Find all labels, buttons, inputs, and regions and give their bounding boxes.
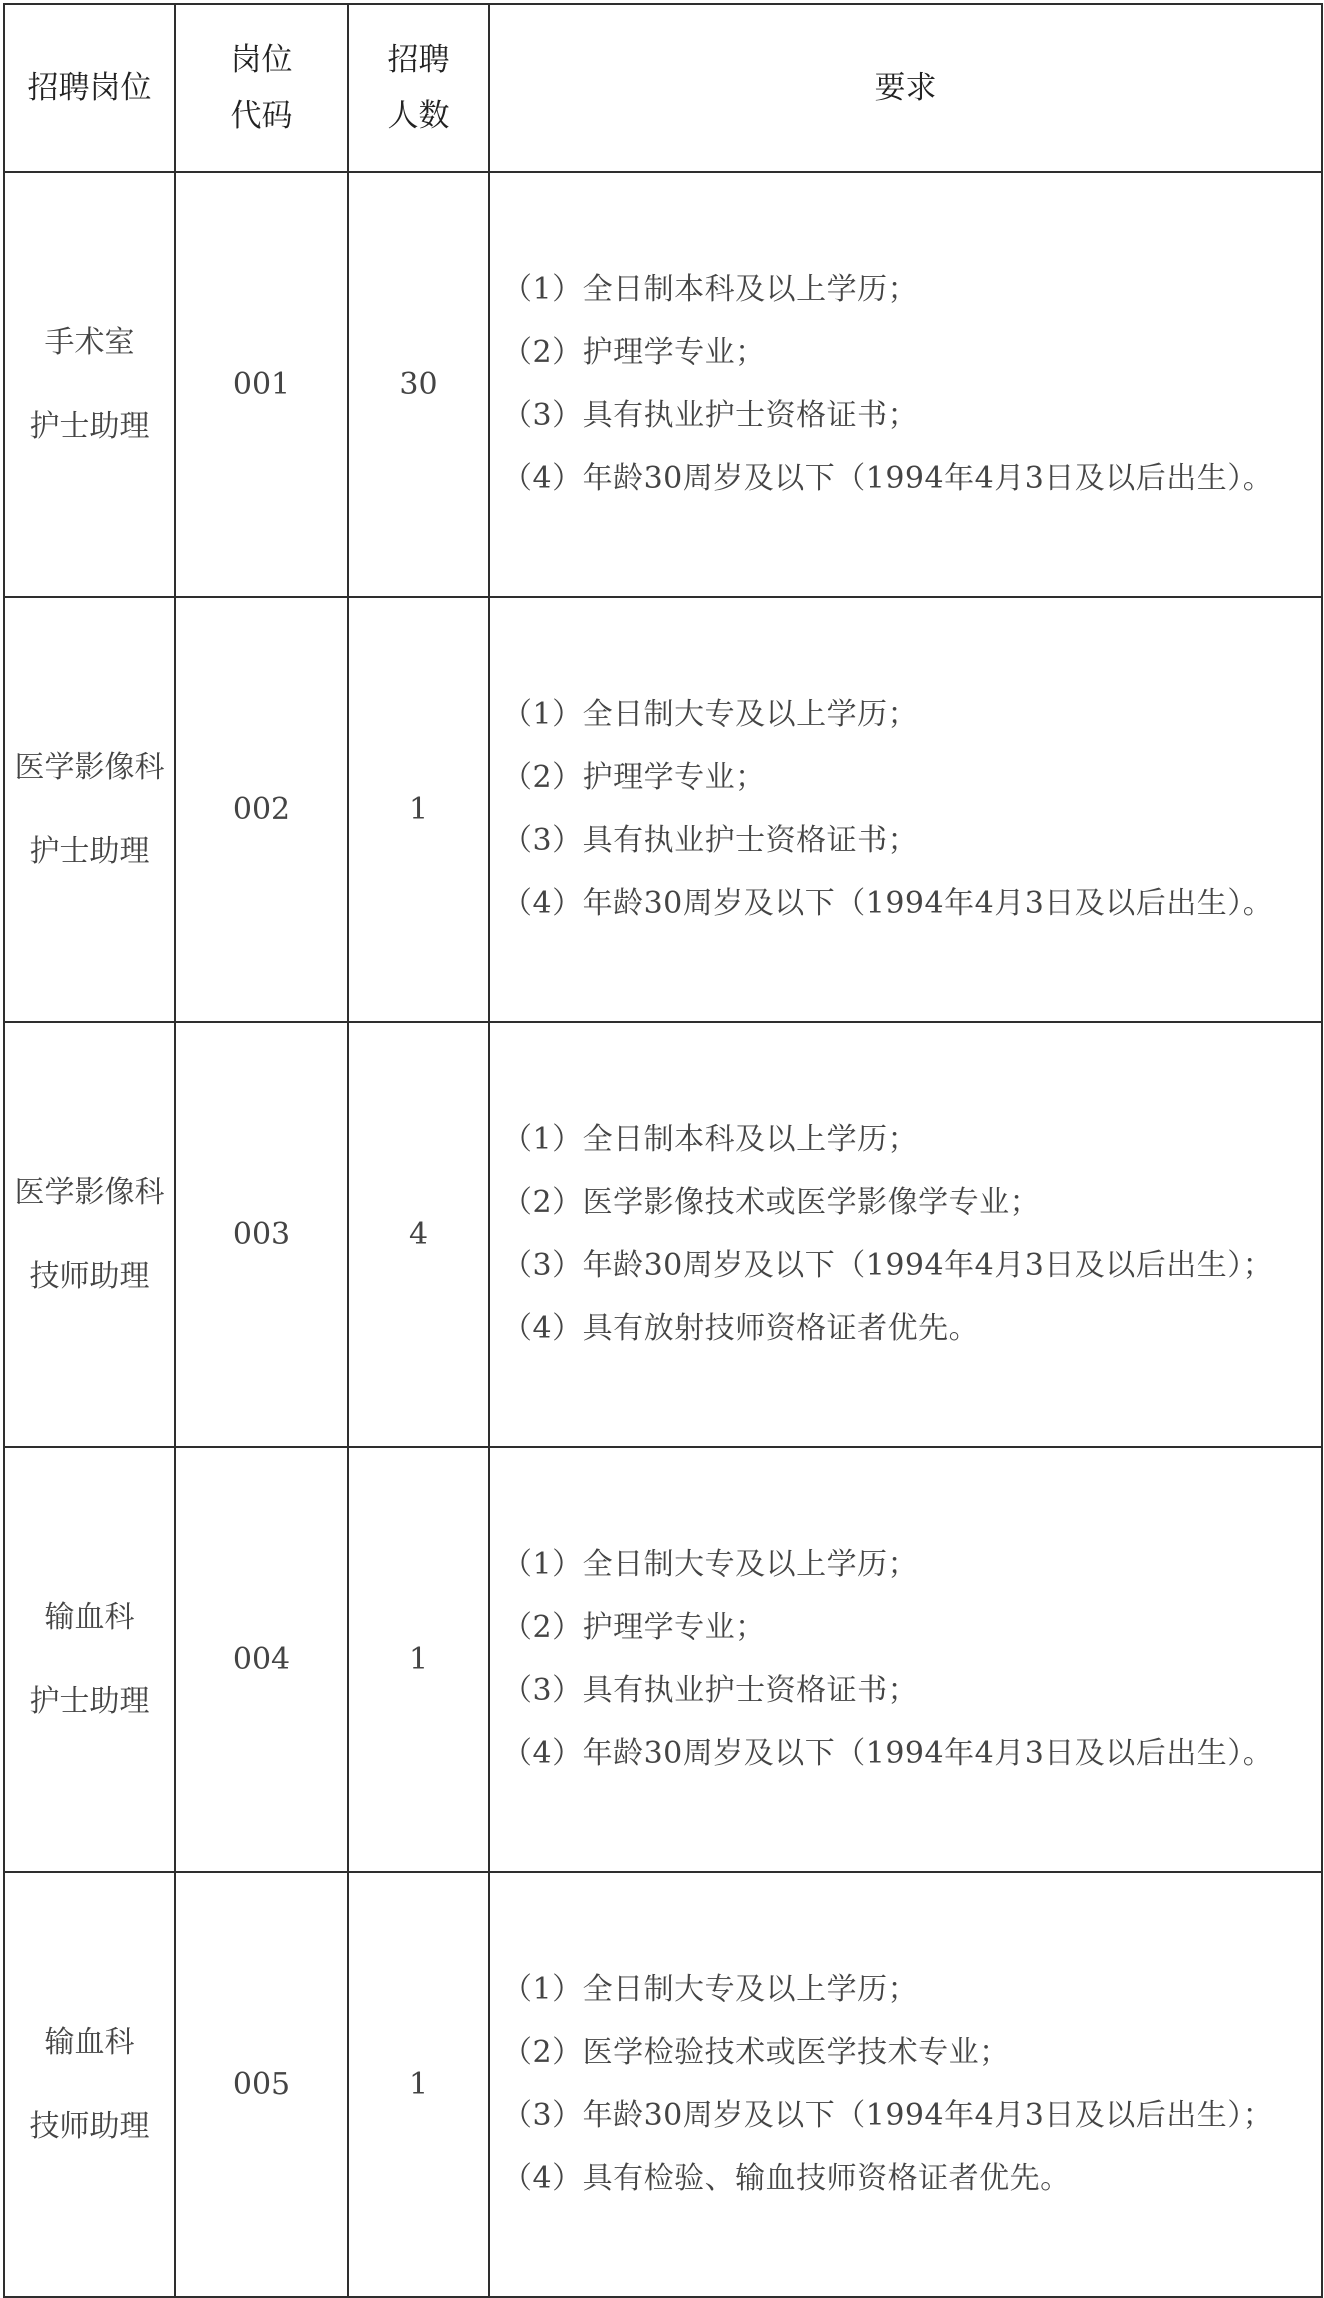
requirements-list: [502, 1544, 1309, 1775]
header-count: [348, 4, 489, 172]
requirement-item: （1）全日制大专及以上学历；: [502, 697, 919, 732]
requirements-cell: [489, 172, 1322, 597]
table-row: [4, 1022, 1322, 1447]
code-cell: 005: [175, 1872, 348, 2297]
requirement-item: （2）护理学专业；: [502, 760, 766, 795]
requirement-item: （3）年龄30周岁及以下（1994年4月3日及以后出生）；: [502, 2098, 1274, 2133]
position-cell: [4, 597, 175, 1022]
requirement-item: （1）全日制大专及以上学历；: [502, 1547, 919, 1582]
header-count-line: 招聘: [387, 42, 450, 78]
requirement-item: （2）医学检验技术或医学技术专业；: [502, 2035, 1010, 2070]
position-cell: [4, 172, 175, 597]
requirements-list: [502, 694, 1309, 925]
position-line: 技师助理: [29, 2108, 150, 2144]
requirement-item: （4）年龄30周岁及以下（1994年4月3日及以后出生）。: [502, 886, 1274, 921]
code-cell: 001: [175, 172, 348, 597]
requirement-item: （3）具有执业护士资格证书；: [502, 1673, 919, 1708]
requirements-cell: [489, 597, 1322, 1022]
position-line: 护士助理: [29, 408, 150, 444]
requirement-item: （3）年龄30周岁及以下（1994年4月3日及以后出生）；: [502, 1248, 1274, 1283]
position-line: 技师助理: [29, 1258, 150, 1294]
position-line: 医学影像科: [14, 749, 165, 785]
requirement-item: （4）年龄30周岁及以下（1994年4月3日及以后出生）。: [502, 461, 1274, 496]
position-line: 护士助理: [29, 833, 150, 869]
table-row: [4, 1872, 1322, 2297]
position-line: 输血科: [44, 1599, 135, 1635]
position-cell: [4, 1872, 175, 2297]
position-line: 医学影像科: [14, 1174, 165, 1210]
header-count-line: 人数: [387, 98, 450, 134]
count-cell: 1: [348, 597, 489, 1022]
recruitment-table: [3, 3, 1323, 2298]
requirement-item: （2）护理学专业；: [502, 1610, 766, 1645]
requirements-list: [502, 1119, 1309, 1350]
requirement-item: （2）护理学专业；: [502, 335, 766, 370]
table-body: [4, 172, 1322, 2297]
table-row: [4, 172, 1322, 597]
requirement-item: （1）全日制本科及以上学历；: [502, 272, 919, 307]
position-cell: [4, 1022, 175, 1447]
header-row: [4, 4, 1322, 172]
requirements-cell: [489, 1447, 1322, 1872]
requirement-item: （4）年龄30周岁及以下（1994年4月3日及以后出生）。: [502, 1736, 1274, 1771]
header-code-line: 岗位: [230, 42, 293, 78]
code-cell: 003: [175, 1022, 348, 1447]
table-row: [4, 1447, 1322, 1872]
header-code-line: 代码: [230, 98, 293, 134]
header-requirements-label: 要求: [874, 70, 937, 106]
header-position: [4, 4, 175, 172]
table-row: [4, 597, 1322, 1022]
requirements-cell: [489, 1022, 1322, 1447]
position-line: 手术室: [44, 324, 135, 360]
count-cell: 4: [348, 1022, 489, 1447]
requirement-item: （1）全日制大专及以上学历；: [502, 1972, 919, 2007]
position-cell: [4, 1447, 175, 1872]
code-cell: 004: [175, 1447, 348, 1872]
requirement-item: （4）具有放射技师资格证者优先。: [502, 1311, 980, 1346]
requirement-item: （2）医学影像技术或医学影像学专业；: [502, 1185, 1041, 1220]
header-position-line: 招聘岗位: [27, 70, 152, 106]
code-cell: 002: [175, 597, 348, 1022]
requirements-list: [502, 269, 1309, 500]
header-requirements: [489, 4, 1322, 172]
header-code: [175, 4, 348, 172]
requirement-item: （4）具有检验、输血技师资格证者优先。: [502, 2161, 1071, 2196]
position-line: 护士助理: [29, 1683, 150, 1719]
count-cell: 1: [348, 1447, 489, 1872]
requirement-item: （3）具有执业护士资格证书；: [502, 398, 919, 433]
requirements-cell: [489, 1872, 1322, 2297]
requirements-list: [502, 1969, 1309, 2200]
requirement-item: （1）全日制本科及以上学历；: [502, 1122, 919, 1157]
position-line: 输血科: [44, 2024, 135, 2060]
count-cell: 30: [348, 172, 489, 597]
requirement-item: （3）具有执业护士资格证书；: [502, 823, 919, 858]
count-cell: 1: [348, 1872, 489, 2297]
